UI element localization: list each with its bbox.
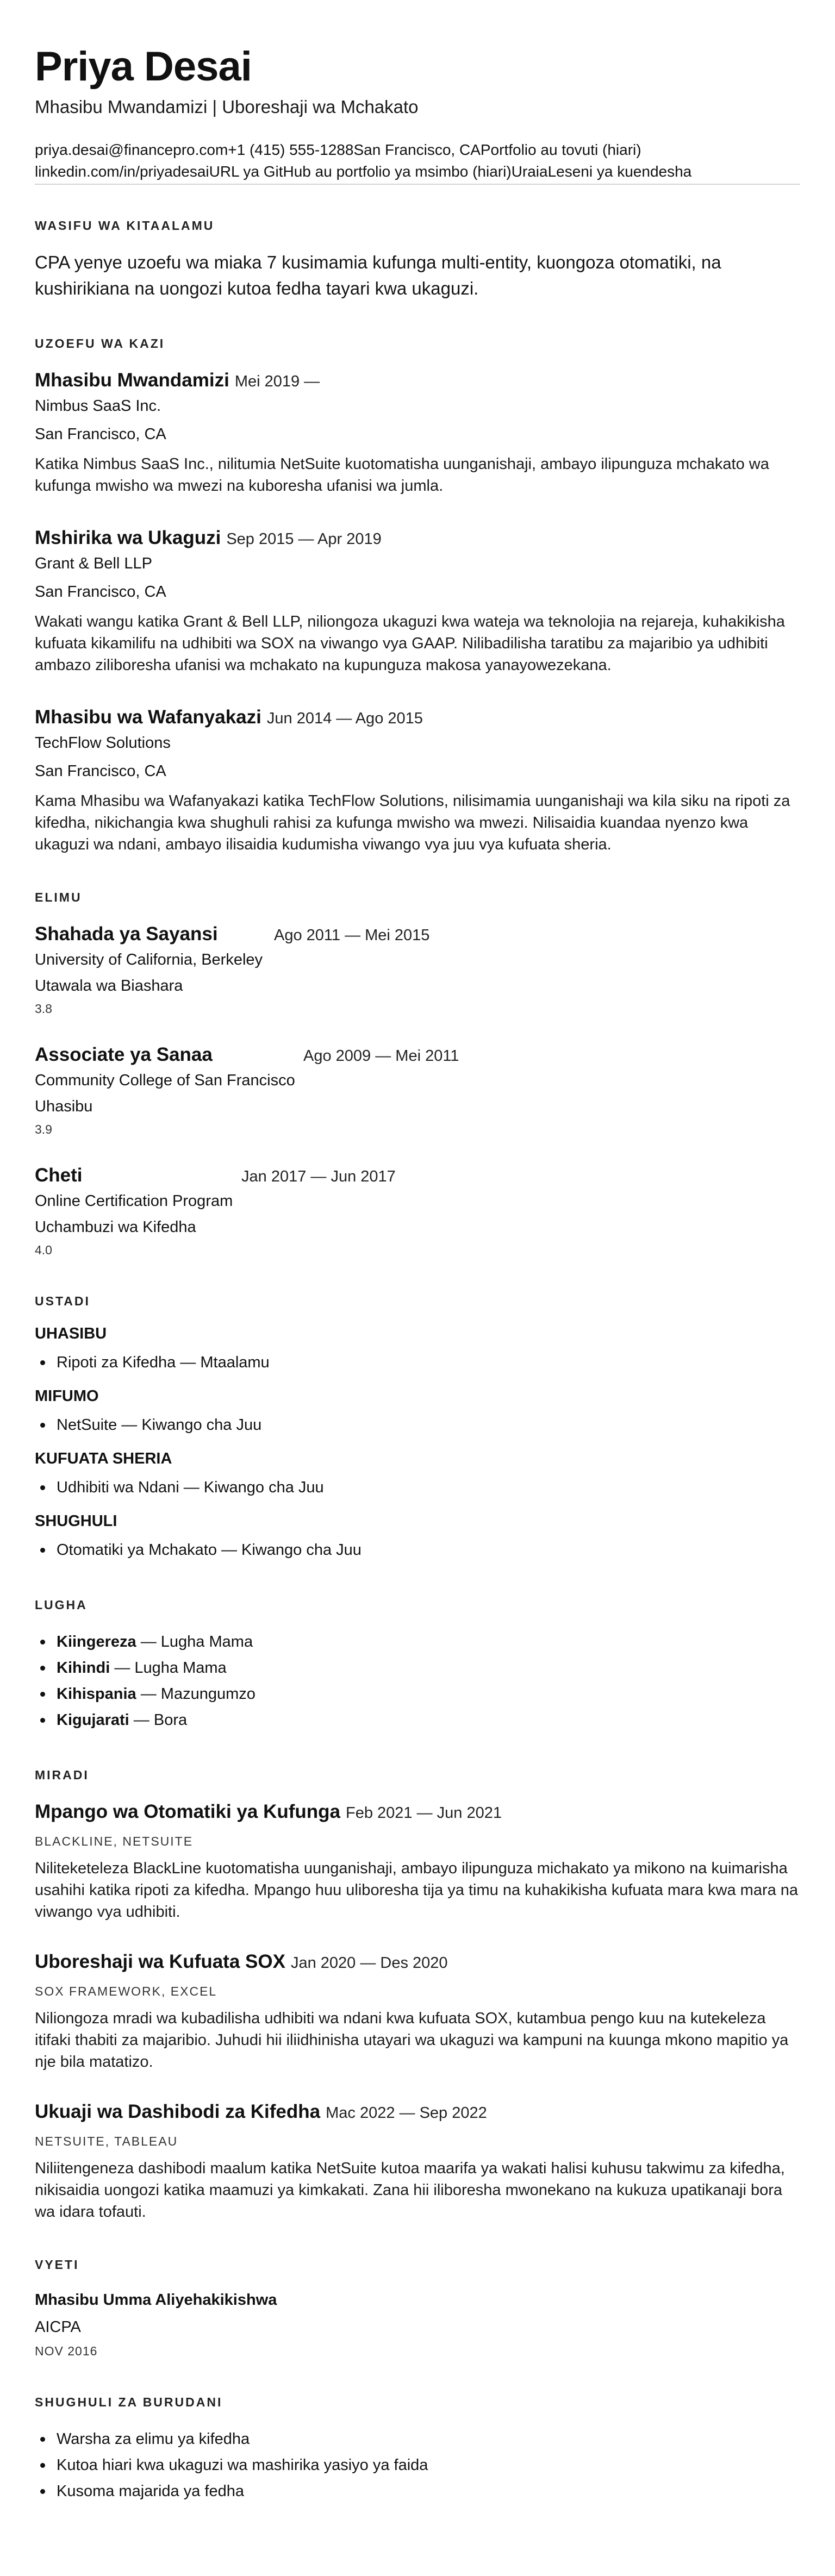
resume-header: [35, 42, 800, 185]
project-entry: [35, 2099, 800, 2223]
interest-item: Kusoma majarida ya fedha: [35, 2478, 800, 2504]
summary-text: CPA yenye uzoefu wa miaka 7 kusimamia kufunga multi-entity, kuongoza otomatiki, na kushirikiana na uongozi kutoa fedha tayari kwa ukaguzi.: [35, 252, 721, 298]
project-dates: Jan 2020 — Des 2020: [290, 1954, 448, 1972]
skill-item: Otomatiki ya Mchakato — Kiwango cha Juu: [35, 1537, 800, 1563]
job-description: Wakati wangu katika Grant & Bell LLP, niliongoza ukaguzi kwa wateja wa teknolojia na rejareja, kuhakikisha kufuata kikamilifu na udhibiti wa SOX na viwango vya GAAP. Nilibadilisha taratibu za majaribio ya udhibiti ambazo ziliboresha ufanisi wa mchakato na kupunguza makosa yanayowezekana.: [35, 613, 785, 674]
contact-line-2: [35, 161, 800, 183]
header-divider: [35, 184, 800, 185]
job-company: TechFlow Solutions: [35, 734, 171, 752]
project-description: Niliongoza mradi wa kubadilisha udhibiti wa ndani kwa kufuata SOX, kutambua pengo kuu na kutekeleza itifaki thabiti za majaribio. Juhudi hii iliidhinisha utayari wa ukaguzi wa kampuni na kuunga mkono mapitio ya nje bila matatizo.: [35, 2010, 789, 2071]
project-entry: [35, 1799, 800, 1923]
edu-gpa: 3.8: [35, 1002, 52, 1016]
language-item: Kigujarati — Bora: [35, 1707, 800, 1733]
edu-school: Community College of San Francisco: [35, 1072, 295, 1089]
edu-dates: Ago 2011 — Mei 2015: [274, 927, 430, 944]
certificate-date: NOV 2016: [35, 2344, 98, 2358]
interest-item: Kutoa hiari kwa ukaguzi wa mashirika yasiyo ya faida: [35, 2452, 800, 2478]
language-item: Kihispania — Mazungumzo: [35, 1681, 800, 1707]
language-name: Kihindi: [57, 1659, 110, 1677]
project-description: Niliteketeleza BlackLine kuotomatisha uunganishaji, ambayo ilipunguza michakato ya mikono na kuimarisha usahihi katika ripoti za kifedha. Mpango huu uliboresha tija ya timu na kuhakikisha kufuata mara kwa mara na viwango vya udhibiti.: [35, 1860, 799, 1921]
skill-category: UHASIBU: [35, 1325, 107, 1342]
language-level: Lugha Mama: [160, 1633, 253, 1650]
project-tech: BLACKLINE, NETSUITE: [35, 1834, 194, 1848]
language-name: Kigujarati: [57, 1711, 129, 1729]
job-company: Grant & Bell LLP: [35, 555, 152, 572]
job-location: San Francisco, CA: [35, 762, 166, 780]
edu-school: Online Certification Program: [35, 1192, 233, 1210]
job-dates: Sep 2015 — Apr 2019: [226, 530, 382, 548]
experience-section: [35, 336, 800, 855]
language-name: Kiingereza: [57, 1633, 136, 1650]
edu-school: University of California, Berkeley: [35, 951, 263, 968]
project-tech: NETSUITE, TABLEAU: [35, 2134, 178, 2148]
job-title: Mhasibu wa Wafanyakazi: [35, 706, 261, 728]
section-title: WASIFU WA KITAALAMU: [35, 218, 215, 233]
edu-field: Uhasibu: [35, 1098, 93, 1115]
education-entry: [35, 1162, 800, 1259]
certificate-issuer: AICPA: [35, 2318, 81, 2336]
education-entry: [35, 921, 800, 1018]
skill-group: [35, 1387, 800, 1438]
project-description: Niliitengeneza dashibodi maalum katika NetSuite kutoa maarifa ya wakati halisi kuhusu takwimu za kifedha, nikisaidia uongozi katika maamuzi ya kimkakati. Zana hii iliboresha mwonekano na kukuza upatikanaji bora wa idara tofauti.: [35, 2160, 785, 2221]
edu-dates: Ago 2009 — Mei 2011: [303, 1047, 459, 1065]
section-title: MIRADI: [35, 1768, 89, 1782]
project-title: Ukuaji wa Dashibodi za Kifedha: [35, 2101, 321, 2122]
language-item: Kihindi — Lugha Mama: [35, 1655, 800, 1681]
job-company: Nimbus SaaS Inc.: [35, 397, 161, 415]
location-text: San Francisco, CA: [353, 141, 481, 158]
section-title: SHUGHULI ZA BURUDANI: [35, 2395, 223, 2409]
language-name: Kihispania: [57, 1685, 136, 1703]
edu-dates: Jan 2017 — Jun 2017: [241, 1168, 396, 1185]
job-entry: [35, 525, 800, 676]
language-level: Bora: [153, 1711, 188, 1729]
skill-item: Ripoti za Kifedha — Mtaalamu: [35, 1349, 800, 1375]
skill-category: MIFUMO: [35, 1387, 99, 1405]
edu-degree: Associate ya Sanaa: [35, 1044, 213, 1065]
certificates-section: [35, 2258, 800, 2360]
contact-block: [35, 139, 800, 183]
language-level: Mazungumzo: [160, 1685, 256, 1703]
section-title: USTADI: [35, 1294, 90, 1308]
candidate-name: Priya Desai: [35, 43, 252, 90]
section-title: LUGHA: [35, 1598, 88, 1612]
edu-field: Uchambuzi wa Kifedha: [35, 1218, 196, 1236]
skill-category: KUFUATA SHERIA: [35, 1450, 172, 1467]
project-tech: SOX FRAMEWORK, EXCEL: [35, 1984, 217, 1998]
certificate-entry: [35, 2289, 800, 2360]
section-title: VYETI: [35, 2258, 79, 2272]
skill-group: [35, 1450, 800, 1500]
job-description: Kama Mhasibu wa Wafanyakazi katika TechFlow Solutions, nilisimamia uunganishaji wa kila siku na ripoti za kifedha, nikichangia kwa shughuli rahisi za kufunga mwisho wa mwezi. Nilisaidia kuandaa nyenzo kwa ukaguzi wa ndani, ambayo ilisaidia kudumisha viwango vya juu vya kufuata sheria.: [35, 792, 790, 853]
job-dates: Mei 2019 —: [234, 373, 320, 390]
job-entry: [35, 367, 800, 497]
summary-section: [35, 218, 800, 302]
job-title: Mhasibu Mwandamizi: [35, 370, 229, 391]
edu-degree: Cheti: [35, 1165, 83, 1186]
edu-degree: Shahada ya Sayansi: [35, 923, 218, 945]
citizenship-text: Uraia: [511, 163, 548, 180]
skills-section: [35, 1294, 800, 1563]
language-item: Kiingereza — Lugha Mama: [35, 1629, 800, 1655]
github-link[interactable]: URL ya GitHub au portfolio ya msimbo (hiari): [209, 163, 512, 180]
phone-text: +1 (415) 555-1288: [228, 141, 354, 158]
project-entry: [35, 1949, 800, 2073]
skill-category: SHUGHULI: [35, 1512, 117, 1530]
edu-gpa: 4.0: [35, 1243, 52, 1257]
job-description: Katika Nimbus SaaS Inc., nilitumia NetSuite kuotomatisha uunganishaji, ambayo ilipunguza mchakato wa kufunga mwisho wa mwezi na kuboresha ufanisi wa jumla.: [35, 455, 769, 495]
languages-section: [35, 1598, 800, 1733]
interests-section: [35, 2395, 800, 2504]
language-level: Lugha Mama: [134, 1659, 227, 1677]
skill-group: [35, 1325, 800, 1375]
certificate-name: Mhasibu Umma Aliyehakikishwa: [35, 2291, 277, 2309]
contact-line-1: [35, 139, 800, 161]
interest-item: Warsha za elimu ya kifedha: [35, 2426, 800, 2452]
education-entry: [35, 1042, 800, 1139]
project-title: Uboreshaji wa Kufuata SOX: [35, 1951, 285, 1972]
edu-gpa: 3.9: [35, 1122, 52, 1136]
skill-group: [35, 1512, 800, 1563]
job-entry: [35, 704, 800, 855]
portfolio-link[interactable]: Portfolio au tovuti (hiari): [480, 141, 641, 158]
education-section: [35, 890, 800, 1259]
job-location: San Francisco, CA: [35, 426, 166, 443]
skill-item: NetSuite — Kiwango cha Juu: [35, 1412, 800, 1438]
email-link[interactable]: priya.desai@financepro.com: [35, 141, 228, 158]
project-title: Mpango wa Otomatiki ya Kufunga: [35, 1801, 340, 1822]
job-location: San Francisco, CA: [35, 583, 166, 601]
edu-field: Utawala wa Biashara: [35, 977, 183, 995]
section-title: UZOEFU WA KAZI: [35, 336, 165, 351]
linkedin-link[interactable]: linkedin.com/in/priyadesai: [35, 163, 209, 180]
section-title: ELIMU: [35, 890, 82, 904]
candidate-headline: Mhasibu Mwandamizi | Uboreshaji wa Mchakato: [35, 97, 419, 117]
skill-item: Udhibiti wa Ndani — Kiwango cha Juu: [35, 1474, 800, 1500]
project-dates: Mac 2022 — Sep 2022: [326, 2104, 487, 2122]
projects-section: [35, 1768, 800, 2223]
license-text: Leseni ya kuendesha: [547, 163, 692, 180]
job-dates: Jun 2014 — Ago 2015: [266, 710, 423, 727]
project-dates: Feb 2021 — Jun 2021: [345, 1804, 502, 1822]
job-title: Mshirika wa Ukaguzi: [35, 527, 221, 548]
